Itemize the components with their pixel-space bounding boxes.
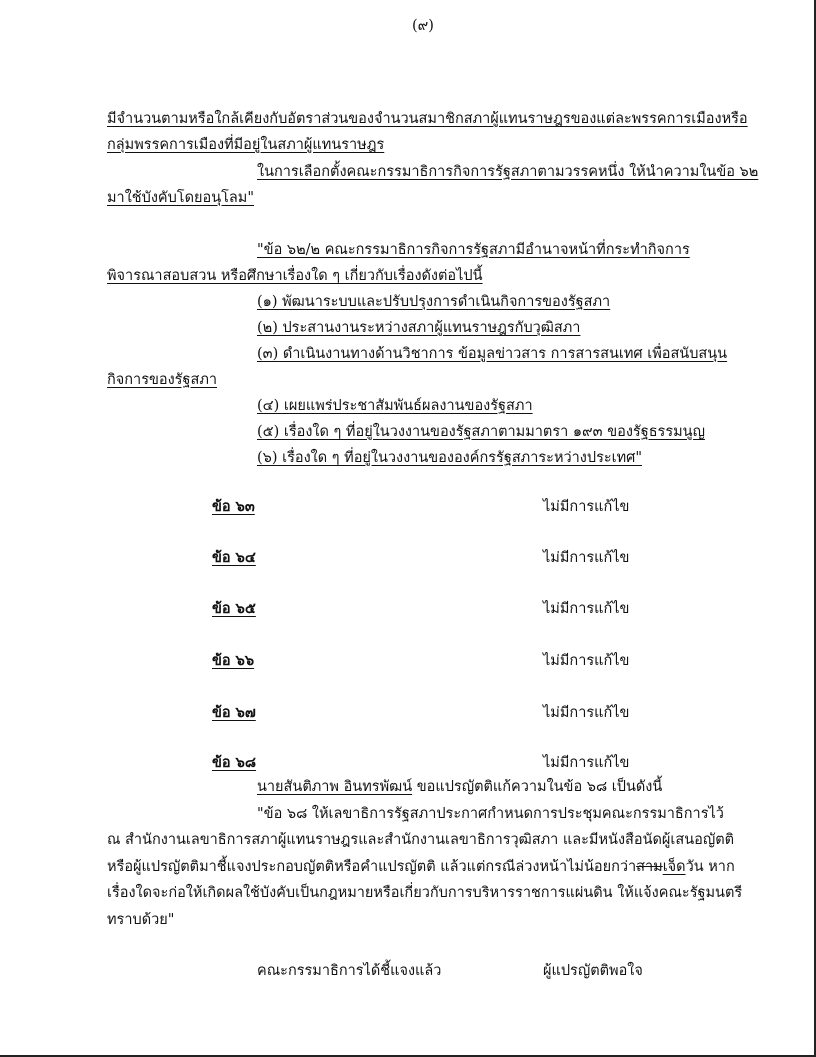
clause-label: ข้อ ๖๗ bbox=[212, 704, 256, 721]
clause-status: ไม่มีการแก้ไข bbox=[543, 755, 630, 771]
proposal-text: ขอแปรญัตติแก้ความในข้อ ๖๘ เป็นดังนี้ bbox=[416, 779, 663, 795]
clause-status: ไม่มีการแก้ไข bbox=[543, 499, 630, 515]
amendment-line-3-pre: หรือผู้แปรญัตติมาชี้แจงประกอบญัตติหรือคำแปรญัตติ แล้วแต่กรณีล่วงหน้าไม่น้อยกว่า bbox=[107, 859, 637, 875]
clause-62-2-item-4: (๔) เผยแพร่ประชาสัมพันธ์ผลงานของรัฐสภา bbox=[257, 398, 533, 414]
proposer-name: นายสันติภาพ อินทรพัฒน์ bbox=[257, 779, 413, 795]
struck-word: สาม bbox=[636, 859, 663, 875]
clause-62-2-item-6: (๖) เรื่องใด ๆ ที่อยู่ในวงงานขององค์กรรัฐสภาระหว่างประเทศ" bbox=[257, 450, 643, 466]
intro-line-2: กลุ่มพรรคการเมืองที่มีอยู่ในสภาผู้แทนราษฎร bbox=[107, 137, 385, 153]
clause-label: ข้อ ๖๕ bbox=[212, 600, 256, 617]
clause-label: ข้อ ๖๔ bbox=[212, 549, 256, 566]
intro-line-1: มีจำนวนตามหรือใกล้เคียงกับอัตราส่วนของจำนวนสมาชิกสภาผู้แทนราษฎรของแต่ละพรรคการเมืองหรือ bbox=[107, 111, 748, 127]
inserted-word: เจ็ด bbox=[662, 859, 686, 875]
page-number: (๙) bbox=[412, 18, 434, 34]
amendment-intro bbox=[257, 777, 662, 797]
clause-62-2-item-3b: กิจการของรัฐสภา bbox=[107, 372, 218, 388]
footer-proposer-note: ผู้แปรญัตติพอใจ bbox=[543, 963, 643, 979]
clause-status: ไม่มีการแก้ไข bbox=[543, 705, 630, 721]
amendment-line-3 bbox=[107, 857, 735, 877]
clause-62-2-item-3a: (๓) ดำเนินงานทางด้านวิชาการ ข้อมูลข่าวสาร การสารสนเทศ เพื่อสนับสนุน bbox=[257, 346, 728, 362]
clause-label: ข้อ ๖๖ bbox=[212, 652, 255, 669]
clause-label: ข้อ ๖๘ bbox=[212, 754, 257, 771]
amendment-line-2: ณ สำนักงานเลขาธิการสภาผู้แทนราษฎรและสำนักงานเลขาธิการวุฒิสภา และมีหนังสือนัดผู้เสนอญัตติ bbox=[107, 832, 735, 848]
clause-62-2-item-2: (๒) ประสานงานระหว่างสภาผู้แทนราษฎรกับวุฒิสภา bbox=[257, 320, 581, 336]
clause-label: ข้อ ๖๓ bbox=[212, 498, 255, 515]
clause-62-2-line-1: "ข้อ ๖๒/๒ คณะกรรมาธิการกิจการรัฐสภามีอำนาจหน้าที่กระทำกิจการ bbox=[257, 242, 690, 258]
clause-status: ไม่มีการแก้ไข bbox=[543, 653, 630, 669]
clause-status: ไม่มีการแก้ไข bbox=[543, 550, 630, 566]
clause-62-2-line-2: พิจารณาสอบสวน หรือศึกษาเรื่องใด ๆ เกี่ยวกับเรื่องดังต่อไปนี้ bbox=[107, 268, 483, 284]
clause-status: ไม่มีการแก้ไข bbox=[543, 601, 630, 617]
amendment-line-4: เรื่องใดจะก่อให้เกิดผลใช้บังคับเป็นกฎหมายหรือเกี่ยวกับการบริหารราชการแผ่นดิน ให้แจ้งคณะรัฐมนตรี bbox=[107, 885, 743, 901]
amendment-line-3-post: วัน หาก bbox=[685, 859, 735, 875]
amendment-line-1: "ข้อ ๖๘ ให้เลขาธิการรัฐสภาประกาศกำหนดการประชุมคณะกรรมาธิการไว้ bbox=[257, 806, 724, 822]
clause-62-2-item-1: (๑) พัฒนาระบบและปรับปรุงการดำเนินกิจการของรัฐสภา bbox=[257, 294, 611, 310]
intro-line-3: ในการเลือกตั้งคณะกรรมาธิการกิจการรัฐสภาตามวรรคหนึ่ง ให้นำความในข้อ ๖๒ bbox=[257, 164, 759, 180]
footer-committee-note: คณะกรรมาธิการได้ชี้แจงแล้ว bbox=[257, 963, 442, 979]
clause-62-2-item-5: (๕) เรื่องใด ๆ ที่อยู่ในวงงานของรัฐสภาตามมาตรา ๑๙๓ ของรัฐธรรมนูญ bbox=[257, 424, 705, 440]
intro-line-4: มาใช้บังคับโดยอนุโลม" bbox=[107, 190, 255, 206]
amendment-line-5: ทราบด้วย" bbox=[107, 912, 175, 928]
